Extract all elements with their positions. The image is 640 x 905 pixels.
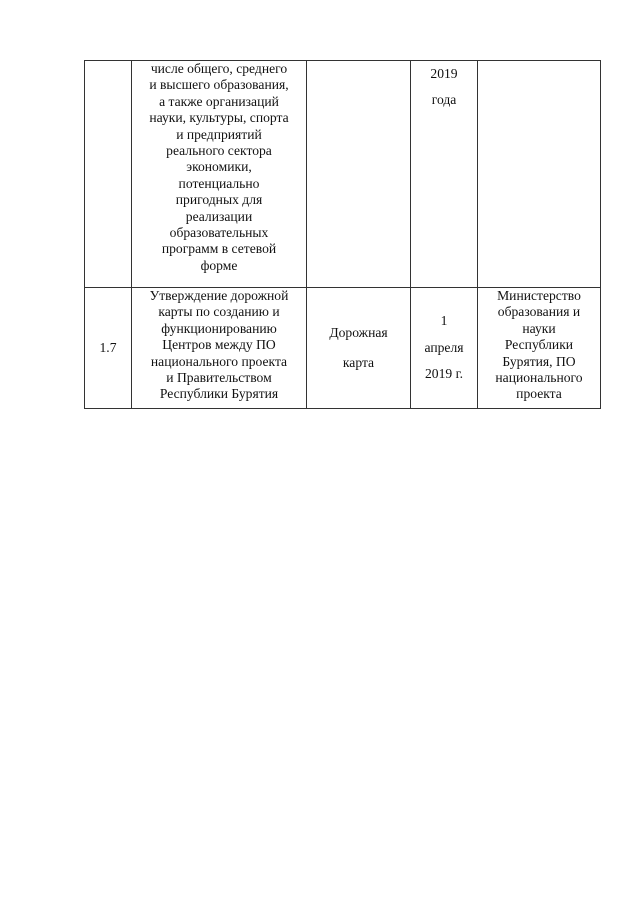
cell-line: и высшего образования, (149, 77, 289, 93)
cell-line: и Правительством (166, 370, 272, 386)
cell-line: апреля (424, 339, 464, 355)
cell-line: национального (495, 370, 583, 386)
cell-name (132, 61, 307, 288)
cell-line: Центров между ПО (162, 337, 276, 353)
cell-number: 1.7 (85, 288, 132, 409)
cell-line: функционированию (161, 320, 277, 336)
cell-line: Дорожная (329, 325, 388, 341)
table-row (85, 61, 601, 288)
cell-line: 2019 г. (424, 366, 464, 382)
cell-date (411, 288, 478, 409)
cell-date (411, 61, 478, 288)
cell-line: образовательных (169, 225, 269, 241)
cell-line: и предприятий (176, 126, 262, 142)
cell-line: года (431, 92, 457, 107)
cell-line: реализации (185, 208, 253, 224)
cell-number (85, 61, 132, 288)
cell-line: форме (200, 257, 238, 273)
cell-line: программ в сетевой (161, 241, 277, 257)
cell-line: 2019 (430, 66, 458, 81)
cell-line: Утверждение дорожной (149, 288, 289, 303)
cell-line: реального сектора (166, 143, 272, 159)
cell-line: экономики, (186, 159, 252, 175)
cell-line: 1 (440, 313, 448, 329)
cell-line: науки, культуры, спорта (149, 110, 289, 126)
table-row (85, 288, 601, 409)
cell-line: Бурятия, ПО (502, 353, 576, 369)
plan-table (84, 60, 601, 409)
cell-responsible (478, 61, 601, 288)
cell-line: Республики (504, 337, 574, 353)
cell-line: науки (522, 320, 556, 336)
cell-line: проекта (516, 386, 562, 402)
cell-line: карты по созданию и (158, 304, 280, 320)
cell-line: Министерство (497, 288, 581, 303)
cell-line: национального проекта (150, 353, 288, 369)
cell-line: пригодных для (175, 192, 263, 208)
cell-responsible (478, 288, 601, 409)
cell-type (307, 288, 411, 409)
cell-line: числе общего, среднего (150, 61, 288, 76)
cell-line: потенциально (178, 175, 260, 191)
cell-line: а также организаций (159, 93, 279, 109)
cell-line: Республики Бурятия (159, 386, 279, 402)
cell-line: карта (342, 354, 375, 370)
cell-name (132, 288, 307, 409)
cell-line: образования и (497, 304, 581, 320)
cell-type (307, 61, 411, 288)
